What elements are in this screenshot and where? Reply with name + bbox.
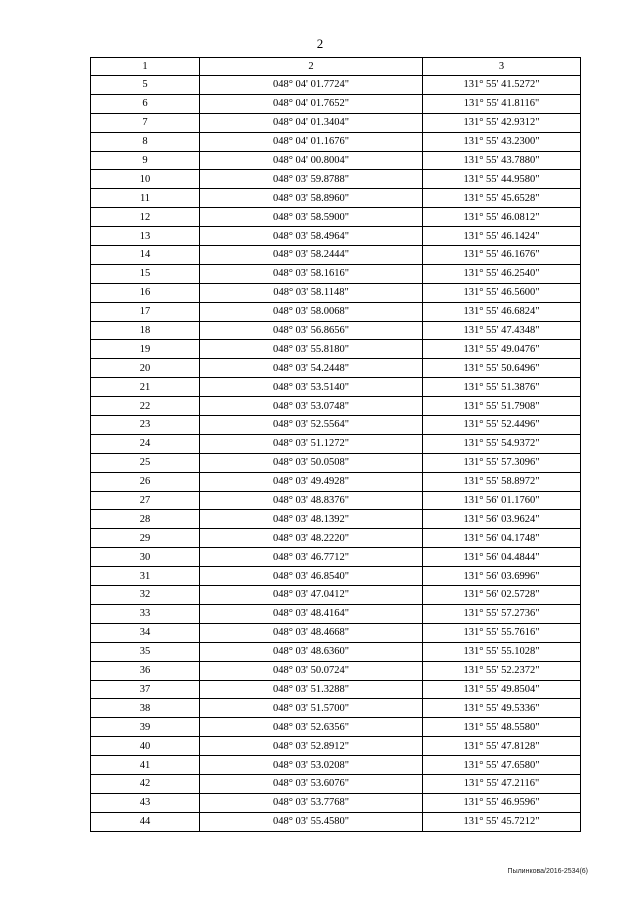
latitude-cell: 048° 03' 48.4668": [200, 623, 423, 642]
longitude-cell: 131° 55' 51.3876": [423, 378, 581, 397]
longitude-cell: 131° 55' 57.3096": [423, 453, 581, 472]
table-row: [91, 94, 581, 113]
table-row: [91, 661, 581, 680]
point-number-cell: 5: [91, 76, 200, 95]
table-row: [91, 567, 581, 586]
table-row: [91, 189, 581, 208]
table-row: [91, 793, 581, 812]
longitude-cell: 131° 55' 42.9312": [423, 113, 581, 132]
latitude-cell: 048° 03' 52.6356": [200, 718, 423, 737]
longitude-cell: 131° 55' 46.5600": [423, 283, 581, 302]
latitude-cell: 048° 03' 50.0724": [200, 661, 423, 680]
longitude-cell: 131° 55' 57.2736": [423, 604, 581, 623]
latitude-cell: 048° 03' 54.2448": [200, 359, 423, 378]
table-row: [91, 113, 581, 132]
table-row: [91, 132, 581, 151]
latitude-cell: 048° 03' 49.4928": [200, 472, 423, 491]
longitude-cell: 131° 55' 46.0812": [423, 208, 581, 227]
table-row: [91, 340, 581, 359]
point-number-cell: 39: [91, 718, 200, 737]
latitude-cell: 048° 03' 55.8180": [200, 340, 423, 359]
table-row: [91, 434, 581, 453]
point-number-cell: 6: [91, 94, 200, 113]
point-number-cell: 15: [91, 264, 200, 283]
point-number-cell: 28: [91, 510, 200, 529]
table-row: [91, 642, 581, 661]
table-row: [91, 208, 581, 227]
page-number: 2: [316, 36, 324, 51]
latitude-cell: 048° 03' 48.2220": [200, 529, 423, 548]
longitude-cell: 131° 56' 03.6996": [423, 567, 581, 586]
table-row: [91, 283, 581, 302]
point-number-cell: 42: [91, 774, 200, 793]
latitude-cell: 048° 03' 52.5564": [200, 416, 423, 435]
table-row: [91, 718, 581, 737]
latitude-cell: 048° 03' 59.8788": [200, 170, 423, 189]
longitude-cell: 131° 55' 52.4496": [423, 416, 581, 435]
column-header-2: 2: [200, 58, 423, 76]
latitude-cell: 048° 03' 51.5700": [200, 699, 423, 718]
latitude-cell: 048° 03' 51.1272": [200, 434, 423, 453]
table-row: [91, 264, 581, 283]
longitude-cell: 131° 55' 43.7880": [423, 151, 581, 170]
footer-note: Пылинкова/2016-2534(6): [507, 868, 588, 875]
point-number-cell: 37: [91, 680, 200, 699]
point-number-cell: 13: [91, 227, 200, 246]
table-row: [91, 302, 581, 321]
latitude-cell: 048° 04' 01.7652": [200, 94, 423, 113]
longitude-cell: 131° 55' 54.9372": [423, 434, 581, 453]
longitude-cell: 131° 55' 52.2372": [423, 661, 581, 680]
latitude-cell: 048° 03' 48.6360": [200, 642, 423, 661]
longitude-cell: 131° 55' 47.8128": [423, 737, 581, 756]
latitude-cell: 048° 03' 53.0208": [200, 756, 423, 775]
latitude-cell: 048° 04' 01.1676": [200, 132, 423, 151]
point-number-cell: 10: [91, 170, 200, 189]
table-row: [91, 491, 581, 510]
point-number-cell: 22: [91, 397, 200, 416]
table-row: [91, 737, 581, 756]
table-row: [91, 453, 581, 472]
longitude-cell: 131° 55' 49.8504": [423, 680, 581, 699]
latitude-cell: 048° 03' 50.0508": [200, 453, 423, 472]
point-number-cell: 21: [91, 378, 200, 397]
point-number-cell: 20: [91, 359, 200, 378]
longitude-cell: 131° 55' 46.1676": [423, 246, 581, 265]
point-number-cell: 12: [91, 208, 200, 227]
point-number-cell: 29: [91, 529, 200, 548]
table-row: [91, 680, 581, 699]
latitude-cell: 048° 03' 48.8376": [200, 491, 423, 510]
latitude-cell: 048° 03' 48.4164": [200, 604, 423, 623]
column-header-3: 3: [423, 58, 581, 76]
coordinates-table: [90, 57, 581, 832]
latitude-cell: 048° 03' 58.8960": [200, 189, 423, 208]
latitude-cell: 048° 03' 51.3288": [200, 680, 423, 699]
latitude-cell: 048° 03' 58.1148": [200, 283, 423, 302]
longitude-cell: 131° 55' 47.6580": [423, 756, 581, 775]
point-number-cell: 7: [91, 113, 200, 132]
longitude-cell: 131° 55' 41.5272": [423, 76, 581, 95]
longitude-cell: 131° 55' 51.7908": [423, 397, 581, 416]
longitude-cell: 131° 55' 44.9580": [423, 170, 581, 189]
point-number-cell: 25: [91, 453, 200, 472]
longitude-cell: 131° 55' 48.5580": [423, 718, 581, 737]
point-number-cell: 35: [91, 642, 200, 661]
point-number-cell: 36: [91, 661, 200, 680]
longitude-cell: 131° 55' 47.2116": [423, 774, 581, 793]
longitude-cell: 131° 56' 04.1748": [423, 529, 581, 548]
table-row: [91, 529, 581, 548]
table-row: [91, 548, 581, 567]
table-row: [91, 227, 581, 246]
table-row: [91, 321, 581, 340]
point-number-cell: 44: [91, 812, 200, 831]
longitude-cell: 131° 55' 49.0476": [423, 340, 581, 359]
table-row: [91, 604, 581, 623]
latitude-cell: 048° 04' 01.3404": [200, 113, 423, 132]
point-number-cell: 11: [91, 189, 200, 208]
longitude-cell: 131° 56' 04.4844": [423, 548, 581, 567]
table-row: [91, 416, 581, 435]
latitude-cell: 048° 03' 58.4964": [200, 227, 423, 246]
point-number-cell: 23: [91, 416, 200, 435]
longitude-cell: 131° 55' 46.6824": [423, 302, 581, 321]
table-row: [91, 472, 581, 491]
table-row: [91, 151, 581, 170]
table-row: [91, 170, 581, 189]
latitude-cell: 048° 04' 00.8004": [200, 151, 423, 170]
latitude-cell: 048° 03' 58.1616": [200, 264, 423, 283]
longitude-cell: 131° 56' 02.5728": [423, 586, 581, 605]
table-row: [91, 699, 581, 718]
table-row: [91, 623, 581, 642]
latitude-cell: 048° 03' 47.0412": [200, 586, 423, 605]
point-number-cell: 16: [91, 283, 200, 302]
latitude-cell: 048° 03' 53.5140": [200, 378, 423, 397]
point-number-cell: 24: [91, 434, 200, 453]
longitude-cell: 131° 55' 45.6528": [423, 189, 581, 208]
column-header-1: 1: [91, 58, 200, 76]
longitude-cell: 131° 56' 01.1760": [423, 491, 581, 510]
latitude-cell: 048° 03' 53.7768": [200, 793, 423, 812]
point-number-cell: 9: [91, 151, 200, 170]
latitude-cell: 048° 03' 58.2444": [200, 246, 423, 265]
latitude-cell: 048° 03' 46.7712": [200, 548, 423, 567]
table-body: [91, 76, 581, 832]
table-row: [91, 812, 581, 831]
latitude-cell: 048° 03' 53.0748": [200, 397, 423, 416]
latitude-cell: 048° 03' 58.5900": [200, 208, 423, 227]
table-row: [91, 510, 581, 529]
table-row: [91, 756, 581, 775]
point-number-cell: 41: [91, 756, 200, 775]
longitude-cell: 131° 55' 55.7616": [423, 623, 581, 642]
latitude-cell: 048° 03' 52.8912": [200, 737, 423, 756]
longitude-cell: 131° 55' 46.9596": [423, 793, 581, 812]
latitude-cell: 048° 03' 56.8656": [200, 321, 423, 340]
table-header-row: [91, 58, 581, 76]
longitude-cell: 131° 56' 03.9624": [423, 510, 581, 529]
longitude-cell: 131° 55' 49.5336": [423, 699, 581, 718]
table-row: [91, 378, 581, 397]
longitude-cell: 131° 55' 46.2540": [423, 264, 581, 283]
longitude-cell: 131° 55' 58.8972": [423, 472, 581, 491]
longitude-cell: 131° 55' 45.7212": [423, 812, 581, 831]
longitude-cell: 131° 55' 47.4348": [423, 321, 581, 340]
point-number-cell: 8: [91, 132, 200, 151]
latitude-cell: 048° 04' 01.7724": [200, 76, 423, 95]
longitude-cell: 131° 55' 46.1424": [423, 227, 581, 246]
longitude-cell: 131° 55' 43.2300": [423, 132, 581, 151]
table-row: [91, 774, 581, 793]
latitude-cell: 048° 03' 46.8540": [200, 567, 423, 586]
point-number-cell: 31: [91, 567, 200, 586]
latitude-cell: 048° 03' 48.1392": [200, 510, 423, 529]
point-number-cell: 38: [91, 699, 200, 718]
point-number-cell: 40: [91, 737, 200, 756]
latitude-cell: 048° 03' 58.0068": [200, 302, 423, 321]
point-number-cell: 43: [91, 793, 200, 812]
latitude-cell: 048° 03' 53.6076": [200, 774, 423, 793]
table-row: [91, 359, 581, 378]
point-number-cell: 19: [91, 340, 200, 359]
point-number-cell: 30: [91, 548, 200, 567]
longitude-cell: 131° 55' 55.1028": [423, 642, 581, 661]
longitude-cell: 131° 55' 41.8116": [423, 94, 581, 113]
point-number-cell: 33: [91, 604, 200, 623]
longitude-cell: 131° 55' 50.6496": [423, 359, 581, 378]
table-row: [91, 76, 581, 95]
point-number-cell: 17: [91, 302, 200, 321]
latitude-cell: 048° 03' 55.4580": [200, 812, 423, 831]
table-row: [91, 246, 581, 265]
point-number-cell: 26: [91, 472, 200, 491]
table-row: [91, 397, 581, 416]
point-number-cell: 32: [91, 586, 200, 605]
point-number-cell: 18: [91, 321, 200, 340]
point-number-cell: 27: [91, 491, 200, 510]
table-row: [91, 586, 581, 605]
point-number-cell: 14: [91, 246, 200, 265]
point-number-cell: 34: [91, 623, 200, 642]
